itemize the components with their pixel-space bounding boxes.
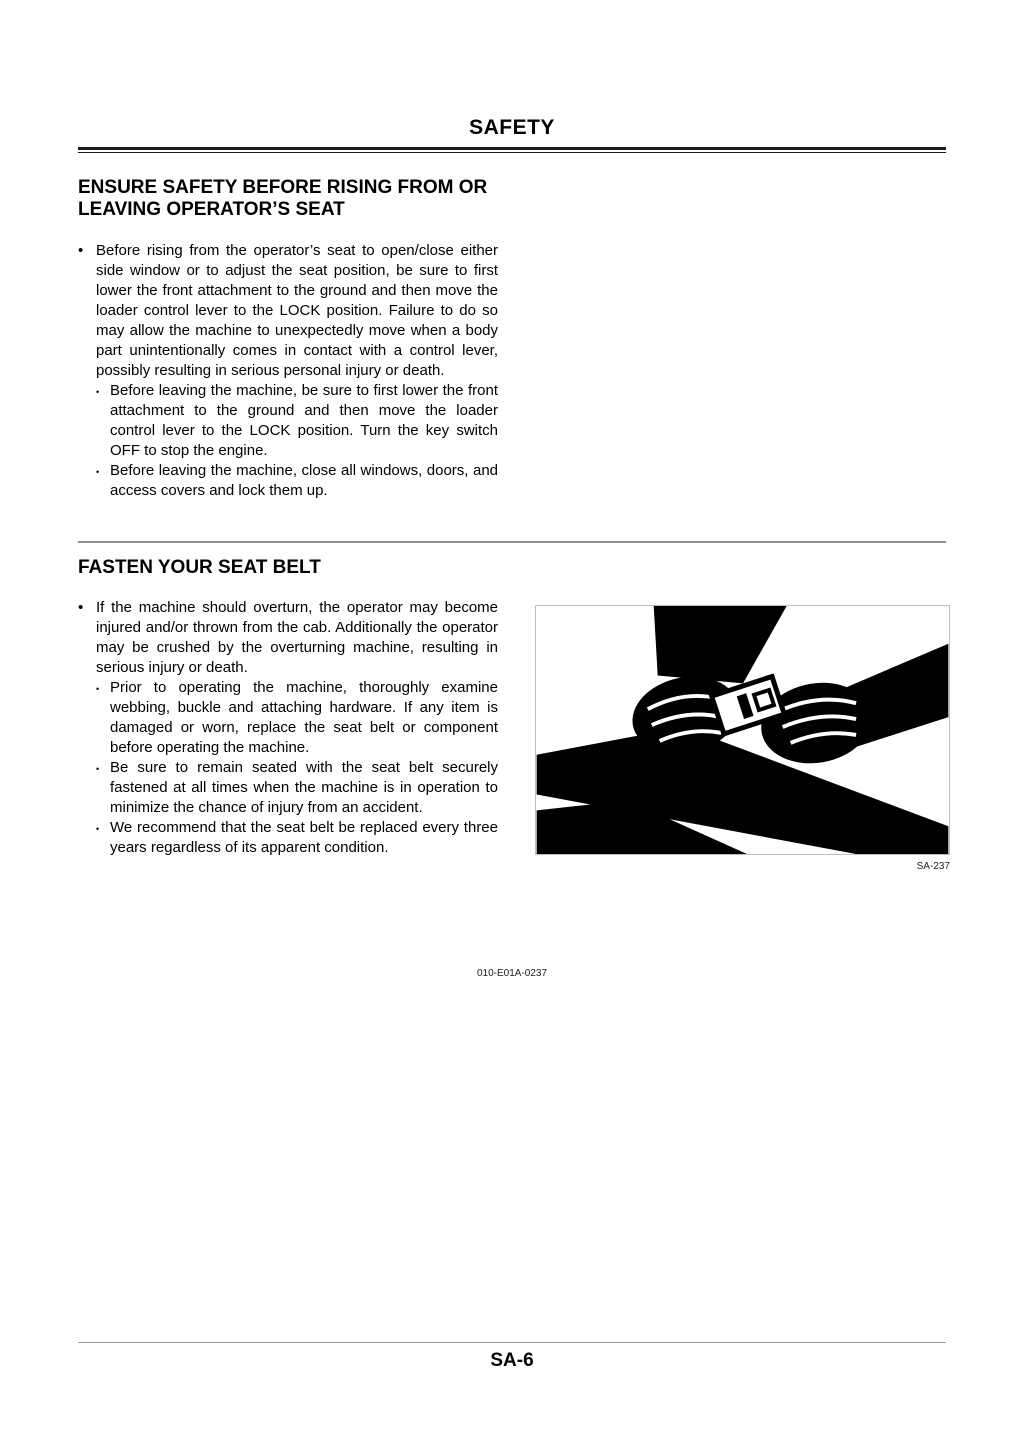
sub-bullet-marker-icon: •: [96, 764, 100, 775]
document-code: 010-E01A-0237: [476, 968, 548, 979]
sub-bullet-item: [78, 461, 498, 501]
section-ensure-safety: [78, 177, 946, 501]
sub-bullet-text: Be sure to remain seated with the seat belt securely fastened at all times when the machine is in operation to minimize the chance of injury from an accident.: [110, 759, 498, 817]
sub-bullet-item: [78, 381, 498, 461]
sub-bullet-item: [78, 818, 498, 858]
bullet-item: [78, 598, 498, 678]
footer-rule: [78, 1342, 946, 1343]
seatbelt-illustration-svg: [536, 606, 949, 854]
section-heading: FASTEN YOUR SEAT BELT: [78, 556, 321, 578]
section-body: [78, 598, 498, 858]
sub-bullet-item: [78, 678, 498, 758]
bullet-text: If the machine should overturn, the operator may become injured and/or thrown from the cab. Additionally the operator may be crushed by the overturning machine, resulting in serious injury or death.: [96, 599, 498, 677]
sub-bullet-marker-icon: •: [96, 684, 100, 695]
sub-bullet-text: Prior to operating the machine, thoroughly examine webbing, buckle and attaching hardware. If any item is damaged or worn, replace the seat belt or component before operating the machine.: [110, 679, 498, 757]
figure-caption: SA-237: [916, 861, 950, 872]
page-number: SA-6: [490, 1350, 534, 1371]
bullet-item: [78, 241, 498, 381]
section-body: [78, 241, 498, 501]
sub-bullet-item: [78, 758, 498, 818]
bullet-text: Before rising from the operator’s seat to open/close either side window or to adjust the seat position, be sure to first lower the front attachment to the ground and then move the loader control lever to the LOCK position. Failure to do so may allow the machine to unexpectedly move when a body part unintentionally comes in contact with a control lever, possibly resulting in serious personal injury or death.: [96, 241, 498, 379]
header-rule: [78, 147, 946, 153]
sub-bullet-marker-icon: •: [96, 466, 100, 477]
sub-bullet-text: We recommend that the seat belt be replaced every three years regardless of its apparent condition.: [110, 819, 498, 857]
section-divider: [78, 541, 946, 543]
page-title: SAFETY: [469, 116, 555, 139]
seatbelt-illustration: [535, 605, 950, 855]
bullet-marker-icon: •: [78, 599, 84, 617]
page-content: [78, 0, 950, 1448]
sub-bullet-marker-icon: •: [96, 824, 100, 835]
sub-bullet-text: Before leaving the machine, be sure to first lower the front attachment to the ground and then move the loader control lever to the LOCK position. Turn the key switch OFF to stop the engine.: [110, 381, 498, 459]
sub-bullet-marker-icon: •: [96, 386, 100, 397]
sub-bullet-text: Before leaving the machine, close all windows, doors, and access covers and lock them up.: [110, 461, 498, 499]
bullet-marker-icon: •: [78, 241, 84, 259]
section-heading: ENSURE SAFETY BEFORE RISING FROM OR LEAVING OPERATOR’S SEAT: [78, 177, 488, 221]
